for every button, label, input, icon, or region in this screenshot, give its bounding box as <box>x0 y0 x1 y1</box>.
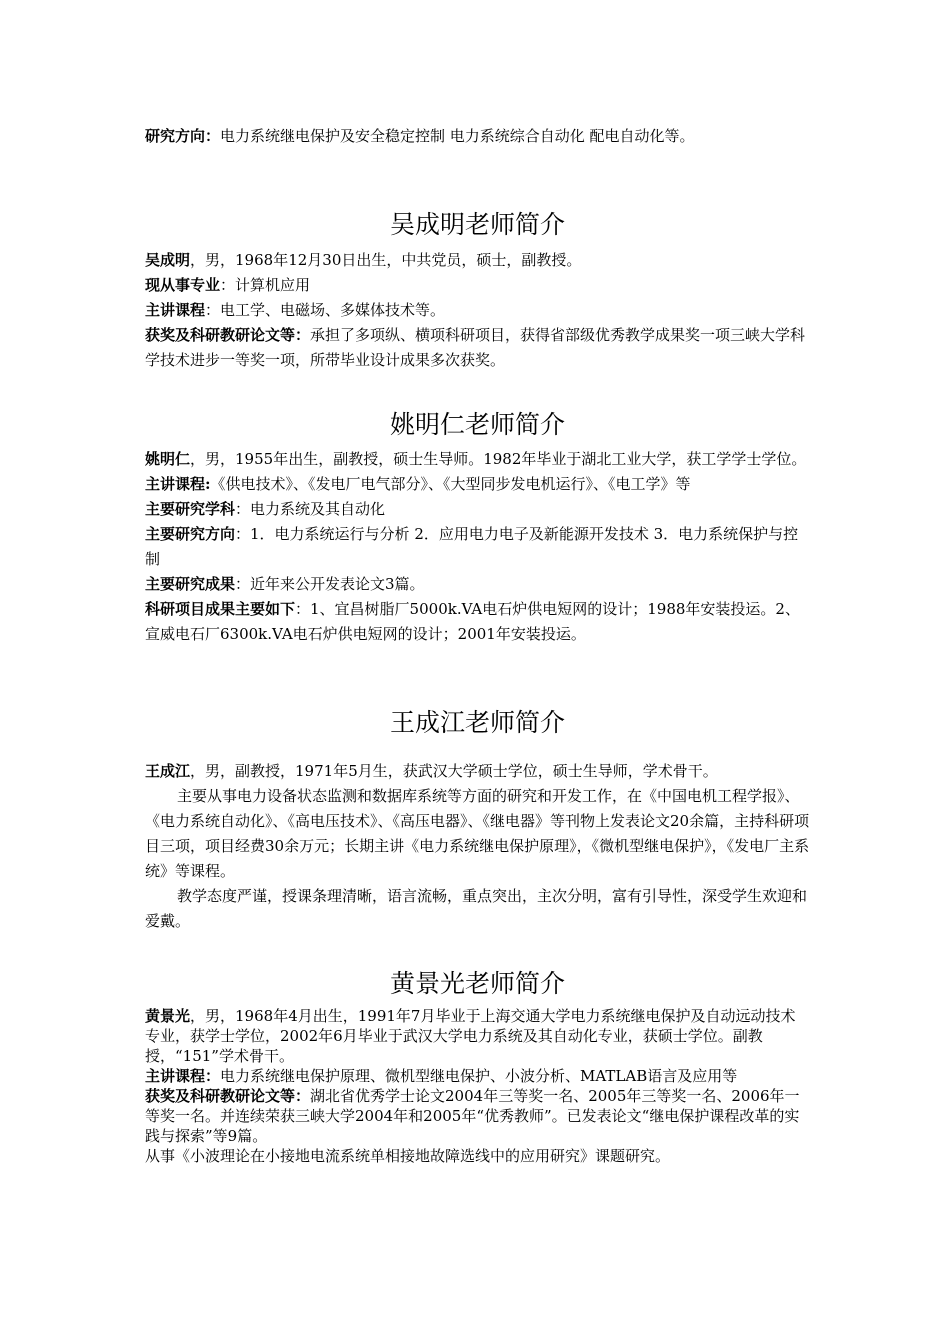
section-wang-body <box>145 759 810 934</box>
section-wang <box>145 706 810 740</box>
wu-basic-info: 吴成明，男，1968年12月30日出生，中共党员，硕士，副教授。 <box>145 251 582 269</box>
wang-basic-info: 王成江，男，副教授，1971年5月生，获武汉大学硕士学位，硕士生导师，学术骨干。 <box>145 762 718 780</box>
section-title-wu: 吴成明老师简介 <box>389 210 565 239</box>
section-title-huang: 黄景光老师简介 <box>389 969 565 998</box>
wang-teaching: 教学态度严谨，授课条理清晰，语言流畅，重点突出，主次分明，富有引导性，深受学生欢迎和爱戴。 <box>145 887 808 930</box>
wu-awards: 获奖及科研教研论文等：承担了多项纵、横项科研项目，获得省部级优秀教学成果奖一项三峡大学科学技术进步一等奖一项，所带毕业设计成果多次获奖。 <box>145 326 806 369</box>
research-direction: 研究方向：电力系统继电保护及安全稳定控制 电力系统综合自动化 配电自动化等。 <box>145 127 695 145</box>
wu-major: 现从事专业：计算机应用 <box>145 276 311 294</box>
section-huang-body <box>145 1006 810 1166</box>
research-direction-block <box>145 124 810 149</box>
section-yao <box>145 408 810 442</box>
yao-courses: 主讲课程:《供电技术》、《发电厂电气部分》、《大型同步发电机运行》、《电工学》等 <box>145 475 691 493</box>
yao-basic-info: 姚明仁，男，1955年出生，副教授，硕士生导师。1982年毕业于湖北工业大学，获工学学士学位。 <box>145 450 807 468</box>
wang-research: 主要从事电力设备状态监测和数据库系统等方面的研究和开发工作，在《中国电机工程学报》、《电力系统自动化》、《高电压技术》、《高压电器》、《继电器》等刊物上发表论文20余篇，主持科研项目三项，项目经费30余万元；长期主讲《电力系统继电保护原理》，《微机型继电保护》，《发电厂主系统》等课程。 <box>145 787 810 880</box>
section-title-yao: 姚明仁老师简介 <box>389 410 565 439</box>
section-yao-body <box>145 447 810 647</box>
yao-discipline: 主要研究学科：电力系统及其自动化 <box>145 500 386 518</box>
huang-awards: 获奖及科研教研论文等：湖北省优秀学士论文2004年三等奖一名、2005年三等奖一名、2006年一等奖一名。并连续荣获三峡大学2004年和2005年“优秀教师”。已发表论文“继电保护课程改革的实践与探索”等9篇。 <box>145 1087 800 1145</box>
yao-directions: 主要研究方向：1．电力系统运行与分析 2．应用电力电子及新能源开发技术 3．电力系统保护与控制 <box>145 525 799 568</box>
huang-project: 从事《小波理论在小接地电流系统单相接地故障选线中的应用研究》课题研究。 <box>145 1147 671 1165</box>
yao-projects: 科研项目成果主要如下：1、宜昌树脂厂5000k.VA电石炉供电短网的设计；1988年安装投运。2、宣威电石厂6300k.VA电石炉供电短网的设计；2001年安装投运。 <box>145 600 800 643</box>
section-title-wang: 王成江老师简介 <box>389 708 565 737</box>
huang-courses: 主讲课程：电力系统继电保护原理、微机型继电保护、小波分析、MATLAB语言及应用等 <box>145 1067 738 1085</box>
section-wu <box>145 208 810 242</box>
huang-basic-info: 黄景光，男，1968年4月出生，1991年7月毕业于上海交通大学电力系统继电保护及自动远动技术专业，获学士学位，2002年6月毕业于武汉大学电力系统及其自动化专业，获硕士学位。副教授，“151”学术骨干。 <box>145 1007 796 1065</box>
wu-courses: 主讲课程：电工学、电磁场、多媒体技术等。 <box>145 301 446 319</box>
yao-achievements: 主要研究成果：近年来公开发表论文3篇。 <box>145 575 425 593</box>
section-wu-body <box>145 248 810 373</box>
research-direction-label: 研究方向： <box>145 127 221 145</box>
section-huang <box>145 967 810 1001</box>
